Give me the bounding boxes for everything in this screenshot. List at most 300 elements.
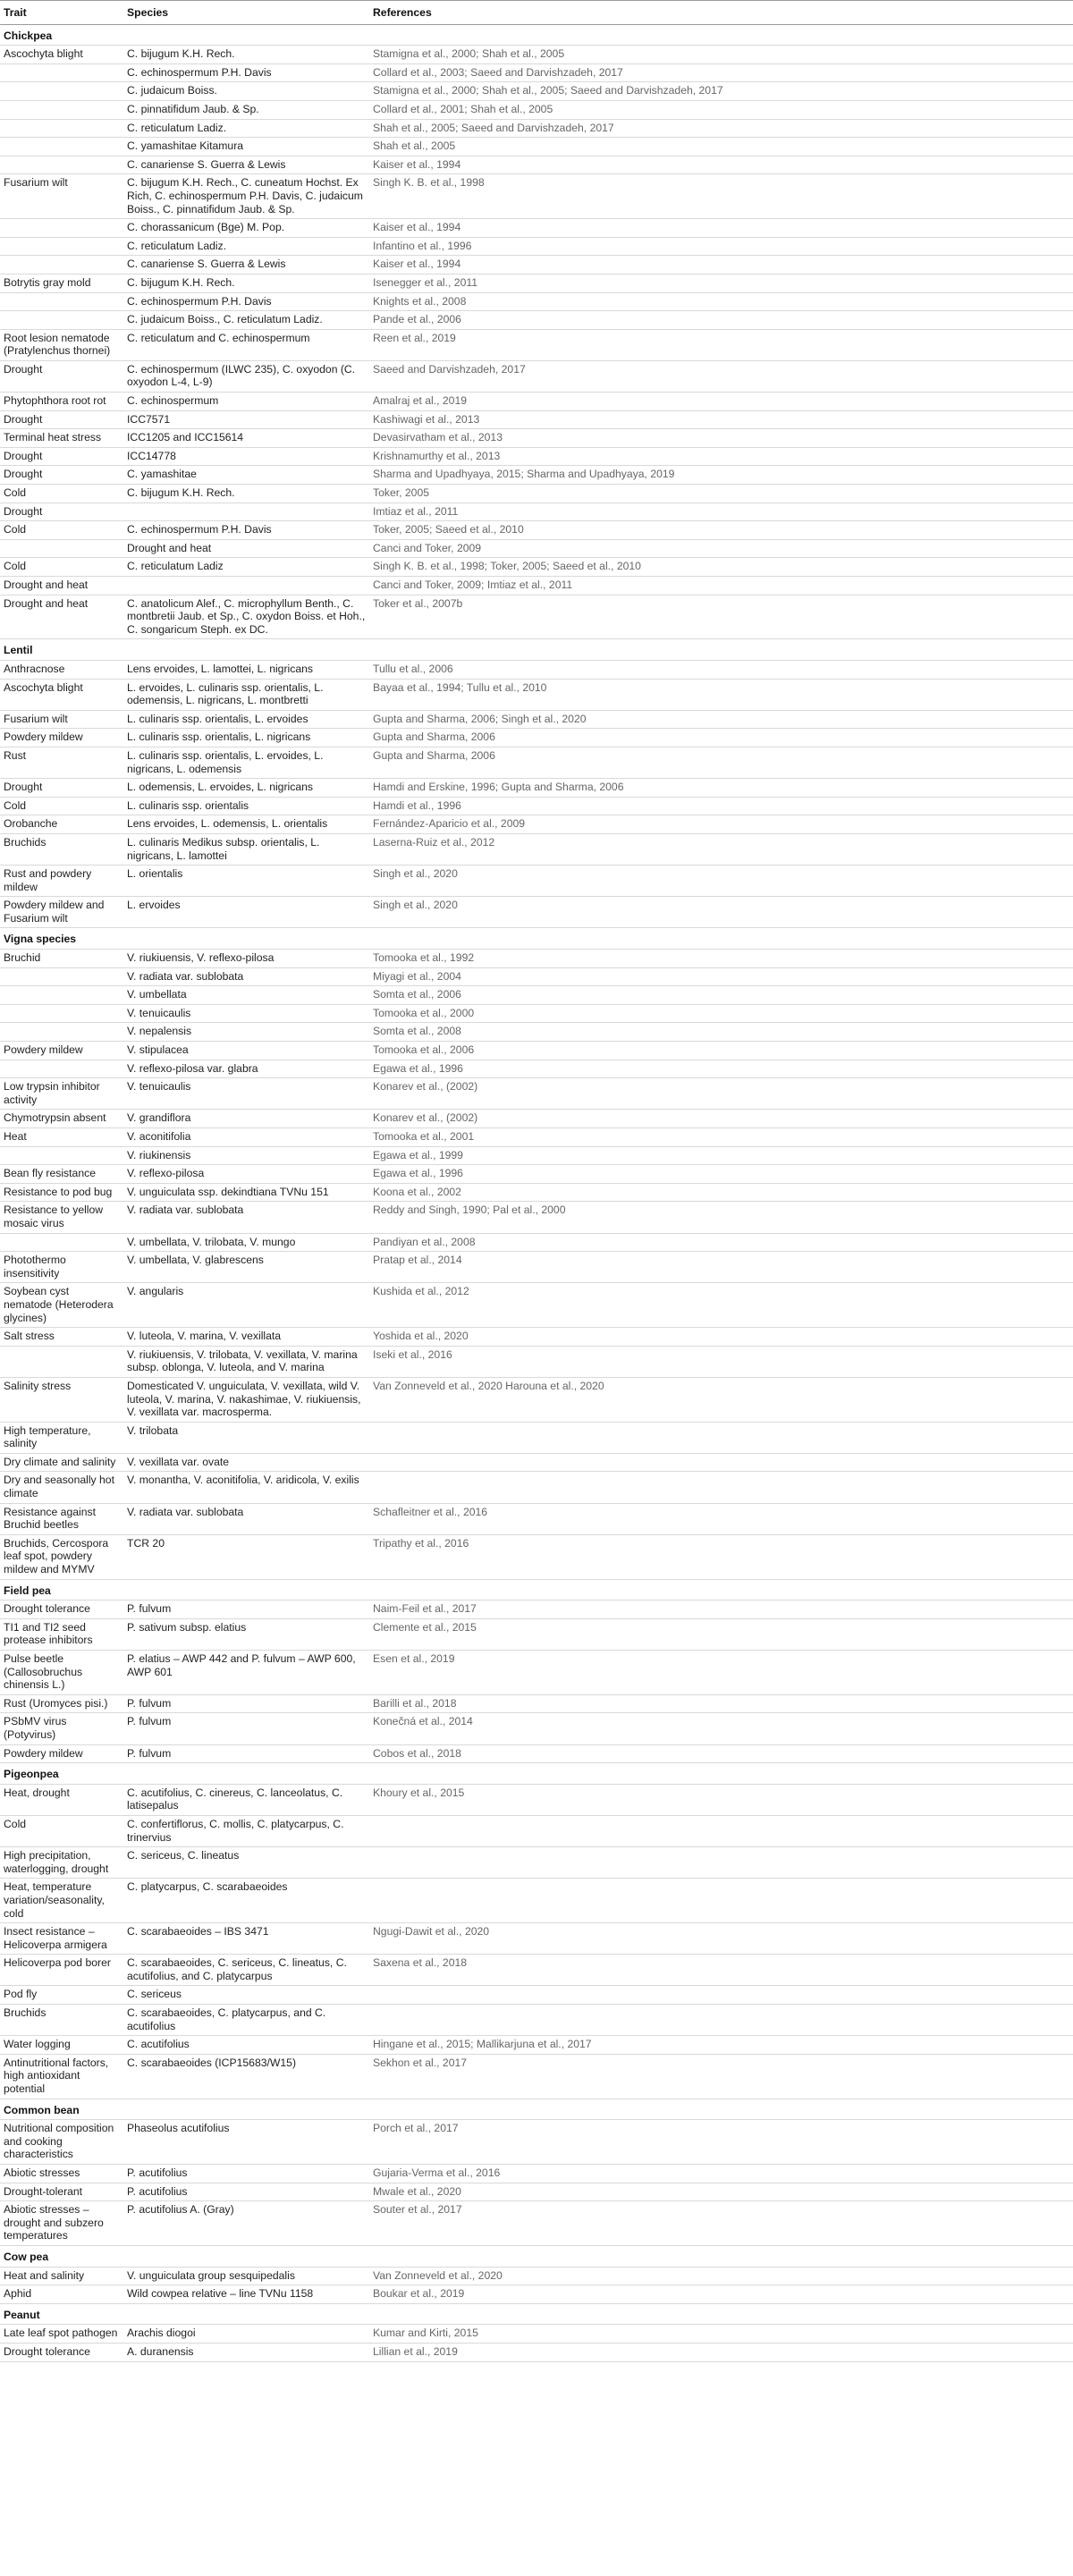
trait-cell: Rust (Uromyces pisi.) (0, 1694, 123, 1713)
reference-cell: Collard et al., 2001; Shah et al., 2005 (369, 100, 1073, 119)
species-cell: L. culinaris ssp. orientalis, L. nigricans (123, 729, 369, 747)
trait-cell: Drought (0, 466, 123, 485)
reference-cell: Ngugi-Dawit et al., 2020 (369, 1923, 1073, 1955)
table-row (0, 1986, 1073, 2005)
reference-cell: Kumar and Kirti, 2015 (369, 2325, 1073, 2344)
species-cell: C. scarabaeoides, C. platycarpus, and C. acutifolius (123, 2005, 369, 2036)
trait-cell: TI1 and TI2 seed protease inhibitors (0, 1618, 123, 1650)
species-cell: C. echinospermum P.H. Davis (123, 292, 369, 311)
reference-cell: Tullu et al., 2006 (369, 660, 1073, 679)
trait-cell: Drought and heat (0, 595, 123, 639)
reference-cell (369, 1986, 1073, 2005)
table-row (0, 747, 1073, 778)
trait-cell: High temperature, salinity (0, 1422, 123, 1453)
table-row (0, 986, 1073, 1005)
reference-cell: Pandiyan et al., 2008 (369, 1233, 1073, 1252)
species-cell: V. vexillata var. ovate (123, 1453, 369, 1472)
reference-cell: Sekhon et al., 2017 (369, 2054, 1073, 2099)
trait-cell: Ascochyta blight (0, 679, 123, 710)
trait-cell: Rust (0, 747, 123, 778)
reference-cell: Cobos et al., 2018 (369, 1744, 1073, 1763)
table-header (0, 1, 1073, 25)
header-trait: Trait (0, 1, 123, 25)
table-row (0, 2201, 1073, 2246)
trait-cell: Resistance against Bruchid beetles (0, 1503, 123, 1534)
reference-cell: Konečná et al., 2014 (369, 1713, 1073, 1744)
reference-cell: Devasirvatham et al., 2013 (369, 429, 1073, 448)
species-cell: V. luteola, V. marina, V. vexillata (123, 1328, 369, 1347)
reference-cell: Saxena et al., 2018 (369, 1955, 1073, 1986)
trait-cell: Water logging (0, 2036, 123, 2055)
reference-cell: Hamdi and Erskine, 1996; Gupta and Sharma, 2006 (369, 779, 1073, 798)
section-row (0, 639, 1073, 661)
section-title: Common bean (0, 2099, 1073, 2120)
species-cell: V. tenuicaulis (123, 1078, 369, 1110)
table-row (0, 1422, 1073, 1453)
trait-cell: Salinity stress (0, 1377, 123, 1422)
table-row (0, 138, 1073, 156)
species-cell: C. chorassanicum (Bge) M. Pop. (123, 219, 369, 238)
table-row (0, 485, 1073, 503)
table-row (0, 679, 1073, 710)
trait-cell: Dry climate and salinity (0, 1453, 123, 1472)
species-cell: V. riukiuensis, V. trilobata, V. vexillata, V. marina subsp. oblonga, V. luteola, and V. marina (123, 1346, 369, 1377)
species-cell: V. reflexo-pilosa var. glabra (123, 1060, 369, 1078)
trait-cell: Orobanche (0, 815, 123, 834)
species-cell: L. culinaris ssp. orientalis, L. ervoides (123, 710, 369, 729)
species-cell: C. reticulatum Ladiz (123, 558, 369, 577)
trait-cell: Powdery mildew (0, 729, 123, 747)
species-cell: V. trilobata (123, 1422, 369, 1453)
table-body (0, 24, 1073, 2361)
species-cell: V. unguiculata ssp. dekindtiana TVNu 151 (123, 1183, 369, 1202)
species-cell: L. orientalis (123, 866, 369, 897)
trait-cell: Anthracnose (0, 660, 123, 679)
reference-cell: Somta et al., 2006 (369, 986, 1073, 1005)
table-row (0, 329, 1073, 360)
species-cell: V. stipulacea (123, 1042, 369, 1060)
table-row (0, 797, 1073, 815)
table-row (0, 360, 1073, 392)
reference-cell: Tripathy et al., 2016 (369, 1534, 1073, 1579)
table-row (0, 1744, 1073, 1763)
reference-cell: Infantino et al., 1996 (369, 237, 1073, 256)
table-row (0, 1023, 1073, 1042)
reference-cell: Toker, 2005 (369, 485, 1073, 503)
species-cell: L. odemensis, L. ervoides, L. nigricans (123, 779, 369, 798)
trait-cell: Resistance to yellow mosaic virus (0, 1202, 123, 1233)
trait-cell (0, 1233, 123, 1252)
trait-cell: Cold (0, 1815, 123, 1846)
trait-cell: Powdery mildew (0, 1042, 123, 1060)
reference-cell: Tomooka et al., 2006 (369, 1042, 1073, 1060)
trait-cell: Photothermo insensitivity (0, 1252, 123, 1283)
reference-cell: Naim-Feil et al., 2017 (369, 1600, 1073, 1619)
species-cell: V. monantha, V. aconitifolia, V. aridicola, V. exilis (123, 1472, 369, 1503)
species-cell: L. culinaris ssp. orientalis, L. ervoides, L. nigricans, L. odemensis (123, 747, 369, 778)
reference-cell: Gujaria-Verma et al., 2016 (369, 2165, 1073, 2183)
section-title: Pigeonpea (0, 1763, 1073, 1785)
species-cell (123, 577, 369, 595)
header-species: Species (123, 1, 369, 25)
reference-cell: Egawa et al., 1996 (369, 1165, 1073, 1184)
trait-cell (0, 237, 123, 256)
reference-cell: Egawa et al., 1996 (369, 1060, 1073, 1078)
reference-cell: Singh et al., 2020 (369, 866, 1073, 897)
header-row (0, 1, 1073, 25)
trait-cell: Drought (0, 410, 123, 429)
reference-cell: Porch et al., 2017 (369, 2120, 1073, 2165)
trait-cell: PSbMV virus (Potyvirus) (0, 1713, 123, 1744)
reference-cell: Kaiser et al., 1994 (369, 219, 1073, 238)
reference-cell (369, 1453, 1073, 1472)
species-cell: Phaseolus acutifolius (123, 2120, 369, 2165)
reference-cell: Tomooka et al., 2000 (369, 1004, 1073, 1023)
section-row (0, 2245, 1073, 2267)
species-cell: C. acutifolius (123, 2036, 369, 2055)
trait-cell (0, 311, 123, 330)
species-cell: C. scarabaeoides – IBS 3471 (123, 1923, 369, 1955)
reference-cell: Pande et al., 2006 (369, 311, 1073, 330)
section-row (0, 1763, 1073, 1785)
table-row (0, 595, 1073, 639)
table-row (0, 779, 1073, 798)
trait-cell (0, 256, 123, 274)
reference-cell: Isenegger et al., 2011 (369, 274, 1073, 292)
species-cell: C. scarabaeoides, C. sericeus, C. lineatus, C. acutifolius, and C. platycarpus (123, 1955, 369, 1986)
reference-cell: Gupta and Sharma, 2006 (369, 747, 1073, 778)
reference-cell (369, 1847, 1073, 1879)
species-cell: C. sericeus, C. lineatus (123, 1847, 369, 1879)
reference-cell: Clemente et al., 2015 (369, 1618, 1073, 1650)
reference-cell: Miyagi et al., 2004 (369, 967, 1073, 986)
trait-cell (0, 292, 123, 311)
species-cell: C. echinospermum (ILWC 235), C. oxyodon (C. oxyodon L-4, L-9) (123, 360, 369, 392)
species-cell: C. yamashitae (123, 466, 369, 485)
section-title: Cow pea (0, 2245, 1073, 2267)
trait-cell: Drought-tolerant (0, 2183, 123, 2201)
species-cell: C. bijugum K.H. Rech., C. cuneatum Hochst. Ex Rich, C. echinospermum P.H. Davis, C. judaicum Boiss., C. pinnatifidum Jaub. & Sp. (123, 174, 369, 219)
reference-cell: Imtiaz et al., 2011 (369, 503, 1073, 521)
reference-cell: Stamigna et al., 2000; Shah et al., 2005; Saeed and Darvishzadeh, 2017 (369, 82, 1073, 101)
table-row (0, 866, 1073, 897)
trait-cell: Bruchids (0, 833, 123, 865)
species-cell: V. radiata var. sublobata (123, 1202, 369, 1233)
trait-cell: Heat and salinity (0, 2267, 123, 2285)
table-row (0, 558, 1073, 577)
table-row (0, 2325, 1073, 2344)
trait-cell: Antinutritional factors, high antioxidant potential (0, 2054, 123, 2099)
species-cell: C. bijugum K.H. Rech. (123, 46, 369, 64)
species-cell: V. reflexo-pilosa (123, 1165, 369, 1184)
species-cell: ICC7571 (123, 410, 369, 429)
table-row (0, 174, 1073, 219)
table-row (0, 466, 1073, 485)
species-cell: P. fulvum (123, 1713, 369, 1744)
trait-cell (0, 82, 123, 101)
species-cell: C. platycarpus, C. scarabaeoides (123, 1879, 369, 1923)
table-row (0, 1472, 1073, 1503)
reference-cell (369, 1422, 1073, 1453)
species-cell: C. echinospermum (123, 393, 369, 411)
species-cell: V. umbellata (123, 986, 369, 1005)
reference-cell: Hingane et al., 2015; Mallikarjuna et al., 2017 (369, 2036, 1073, 2055)
table-row (0, 1784, 1073, 1815)
table-row (0, 1713, 1073, 1744)
trait-cell (0, 119, 123, 138)
trait-cell: Rust and powdery mildew (0, 866, 123, 897)
reference-cell: Stamigna et al., 2000; Shah et al., 2005 (369, 46, 1073, 64)
trait-cell: Cold (0, 521, 123, 540)
species-cell: V. nepalensis (123, 1023, 369, 1042)
species-cell: V. riukiuensis, V. reflexo-pilosa (123, 950, 369, 968)
section-row (0, 2099, 1073, 2120)
trait-cell: Botrytis gray mold (0, 274, 123, 292)
trait-cell: High precipitation, waterlogging, drought (0, 1847, 123, 1879)
species-cell: C. sericeus (123, 1986, 369, 2005)
header-references: References (369, 1, 1073, 25)
trait-cell (0, 967, 123, 986)
trait-cell: Phytophthora root rot (0, 393, 123, 411)
species-cell: C. anatolicum Alef., C. microphyllum Benth., C. montbretii Jaub. et Sp., C. oxydon Boiss. et Hoh., C. songaricum Steph. ex DC. (123, 595, 369, 639)
reference-cell: Gupta and Sharma, 2006; Singh et al., 2020 (369, 710, 1073, 729)
table-row (0, 1233, 1073, 1252)
reference-cell: Singh K. B. et al., 1998 (369, 174, 1073, 219)
trait-cell: Drought (0, 447, 123, 466)
reference-cell: Canci and Toker, 2009; Imtiaz et al., 2011 (369, 577, 1073, 595)
table-row (0, 2183, 1073, 2201)
species-cell: C. judaicum Boiss., C. reticulatum Ladiz. (123, 311, 369, 330)
reference-cell: Amalraj et al., 2019 (369, 393, 1073, 411)
species-cell: C. bijugum K.H. Rech. (123, 485, 369, 503)
table-row (0, 1847, 1073, 1879)
species-cell: P. fulvum (123, 1744, 369, 1763)
table-row (0, 1694, 1073, 1713)
trait-cell: Drought (0, 779, 123, 798)
trait-cell: Drought (0, 360, 123, 392)
trait-cell: Fusarium wilt (0, 174, 123, 219)
reference-cell: Yoshida et al., 2020 (369, 1328, 1073, 1347)
species-cell: V. umbellata, V. trilobata, V. mungo (123, 1233, 369, 1252)
trait-cell: Cold (0, 558, 123, 577)
table-row (0, 539, 1073, 558)
section-title: Vigna species (0, 928, 1073, 950)
table-row (0, 521, 1073, 540)
table-row (0, 1453, 1073, 1472)
reference-cell: Somta et al., 2008 (369, 1023, 1073, 1042)
table-row (0, 256, 1073, 274)
table-row (0, 1503, 1073, 1534)
reference-cell: Toker et al., 2007b (369, 595, 1073, 639)
trait-cell: Bean fly resistance (0, 1165, 123, 1184)
reference-cell: Schafleitner et al., 2016 (369, 1503, 1073, 1534)
reference-cell: Khoury et al., 2015 (369, 1784, 1073, 1815)
trait-cell: Drought and heat (0, 577, 123, 595)
trait-cell: Soybean cyst nematode (Heterodera glycines) (0, 1283, 123, 1328)
table-row (0, 2267, 1073, 2285)
table-row (0, 393, 1073, 411)
table-row (0, 311, 1073, 330)
reference-cell: Pratap et al., 2014 (369, 1252, 1073, 1283)
reference-cell (369, 1879, 1073, 1923)
trait-cell: Pod fly (0, 1986, 123, 2005)
species-cell: L. culinaris Medikus subsp. orientalis, L. nigricans, L. lamottei (123, 833, 369, 865)
species-cell: C. pinnatifidum Jaub. & Sp. (123, 100, 369, 119)
reference-cell: Saeed and Darvishzadeh, 2017 (369, 360, 1073, 392)
trait-cell: Helicoverpa pod borer (0, 1955, 123, 1986)
reference-cell: Gupta and Sharma, 2006 (369, 729, 1073, 747)
reference-cell: Van Zonneveld et al., 2020 Harouna et al., 2020 (369, 1377, 1073, 1422)
species-cell: A. duranensis (123, 2343, 369, 2361)
table-row (0, 237, 1073, 256)
trait-cell: Drought tolerance (0, 1600, 123, 1619)
reference-cell: Reddy and Singh, 1990; Pal et al., 2000 (369, 1202, 1073, 1233)
reference-cell: Shah et al., 2005 (369, 138, 1073, 156)
species-cell: Arachis diogoi (123, 2325, 369, 2344)
species-cell: C. bijugum K.H. Rech. (123, 274, 369, 292)
species-cell: V. unguiculata group sesquipedalis (123, 2267, 369, 2285)
table-row (0, 2036, 1073, 2055)
reference-cell (369, 2005, 1073, 2036)
reference-cell: Sharma and Upadhyaya, 2015; Sharma and Upadhyaya, 2019 (369, 466, 1073, 485)
table-row (0, 1955, 1073, 1986)
table-row (0, 660, 1073, 679)
species-cell: P. acutifolius A. (Gray) (123, 2201, 369, 2246)
trait-cell (0, 219, 123, 238)
reference-cell: Laserna-Ruiz et al., 2012 (369, 833, 1073, 865)
species-cell: C. canariense S. Guerra & Lewis (123, 156, 369, 174)
trait-cell: Chymotrypsin absent (0, 1110, 123, 1128)
reference-cell: Kaiser et al., 1994 (369, 156, 1073, 174)
reference-cell: Koona et al., 2002 (369, 1183, 1073, 1202)
species-cell: C. reticulatum and C. echinospermum (123, 329, 369, 360)
species-cell: L. culinaris ssp. orientalis (123, 797, 369, 815)
species-cell: V. radiata var. sublobata (123, 967, 369, 986)
species-cell: L. ervoides (123, 897, 369, 928)
species-cell: Lens ervoides, L. lamottei, L. nigricans (123, 660, 369, 679)
table-row (0, 1004, 1073, 1023)
reference-cell: Knights et al., 2008 (369, 292, 1073, 311)
reference-cell: Konarev et al., (2002) (369, 1110, 1073, 1128)
table-row (0, 815, 1073, 834)
species-cell: C. yamashitae Kitamura (123, 138, 369, 156)
trait-cell: Dry and seasonally hot climate (0, 1472, 123, 1503)
table-row (0, 1042, 1073, 1060)
section-title: Chickpea (0, 24, 1073, 46)
table-row (0, 950, 1073, 968)
reference-cell: Shah et al., 2005; Saeed and Darvishzadeh, 2017 (369, 119, 1073, 138)
trait-cell: Powdery mildew and Fusarium wilt (0, 897, 123, 928)
trait-cell: Ascochyta blight (0, 46, 123, 64)
reference-cell: Lillian et al., 2019 (369, 2343, 1073, 2361)
table-row (0, 1618, 1073, 1650)
species-cell: P. elatius – AWP 442 and P. fulvum – AWP 600, AWP 601 (123, 1651, 369, 1695)
reference-cell: Tomooka et al., 1992 (369, 950, 1073, 968)
trait-cell: Cold (0, 485, 123, 503)
trait-cell: Salt stress (0, 1328, 123, 1347)
table-row (0, 100, 1073, 119)
trait-cell: Aphid (0, 2285, 123, 2304)
trait-cell (0, 1060, 123, 1078)
table-row (0, 292, 1073, 311)
table-row (0, 1815, 1073, 1846)
species-cell: V. grandiflora (123, 1110, 369, 1128)
table-row (0, 2165, 1073, 2183)
trait-cell: Abiotic stresses (0, 2165, 123, 2183)
reference-cell (369, 1815, 1073, 1846)
trait-cell: Bruchid (0, 950, 123, 968)
species-cell: ICC1205 and ICC15614 (123, 429, 369, 448)
table-row (0, 1252, 1073, 1283)
table-row (0, 1060, 1073, 1078)
section-title: Field pea (0, 1579, 1073, 1600)
trait-cell: Powdery mildew (0, 1744, 123, 1763)
reference-cell: Esen et al., 2019 (369, 1651, 1073, 1695)
species-cell: C. echinospermum P.H. Davis (123, 63, 369, 82)
species-cell: C. reticulatum Ladiz. (123, 237, 369, 256)
species-cell: V. aconitifolia (123, 1128, 369, 1147)
species-cell: P. fulvum (123, 1694, 369, 1713)
species-cell: C. scarabaeoides (ICP15683/W15) (123, 2054, 369, 2099)
section-row (0, 1579, 1073, 1600)
species-cell: C. canariense S. Guerra & Lewis (123, 256, 369, 274)
reference-cell: Konarev et al., (2002) (369, 1078, 1073, 1110)
species-cell: C. acutifolius, C. cinereus, C. lanceolatus, C. latisepalus (123, 1784, 369, 1815)
table-row (0, 1879, 1073, 1923)
reference-cell: Kashiwagi et al., 2013 (369, 410, 1073, 429)
reference-cell: Boukar et al., 2019 (369, 2285, 1073, 2304)
table-row (0, 1078, 1073, 1110)
species-cell: C. confertiflorus, C. mollis, C. platycarpus, C. trinervius (123, 1815, 369, 1846)
trait-cell (0, 1346, 123, 1377)
table-row (0, 967, 1073, 986)
section-row (0, 928, 1073, 950)
table-row (0, 1202, 1073, 1233)
table-row (0, 1128, 1073, 1147)
reference-cell (369, 1472, 1073, 1503)
trait-cell: Low trypsin inhibitor activity (0, 1078, 123, 1110)
trait-cell (0, 63, 123, 82)
trait-cell: Heat, temperature variation/seasonality, cold (0, 1879, 123, 1923)
species-cell: L. ervoides, L. culinaris ssp. orientalis, L. odemensis, L. nigricans, L. montbretti (123, 679, 369, 710)
table-row (0, 2285, 1073, 2304)
table-row (0, 63, 1073, 82)
trait-cell: Drought tolerance (0, 2343, 123, 2361)
reference-cell: Singh et al., 2020 (369, 897, 1073, 928)
species-cell: C. reticulatum Ladiz. (123, 119, 369, 138)
trait-cell (0, 100, 123, 119)
species-cell: P. sativum subsp. elatius (123, 1618, 369, 1650)
trait-cell (0, 986, 123, 1005)
trait-cell: Heat (0, 1128, 123, 1147)
reference-cell: Collard et al., 2003; Saeed and Darvishzadeh, 2017 (369, 63, 1073, 82)
table-row (0, 577, 1073, 595)
reference-cell: Iseki et al., 2016 (369, 1346, 1073, 1377)
table-row (0, 710, 1073, 729)
species-cell: Lens ervoides, L. odemensis, L. orientalis (123, 815, 369, 834)
reference-cell: Kushida et al., 2012 (369, 1283, 1073, 1328)
trait-cell: Heat, drought (0, 1784, 123, 1815)
table-row (0, 833, 1073, 865)
table-row (0, 156, 1073, 174)
table-row (0, 897, 1073, 928)
trait-cell (0, 1004, 123, 1023)
trait-cell: Abiotic stresses – drought and subzero temperatures (0, 2201, 123, 2246)
reference-cell: Van Zonneveld et al., 2020 (369, 2267, 1073, 2285)
reference-cell: Tomooka et al., 2001 (369, 1128, 1073, 1147)
species-cell (123, 503, 369, 521)
table-row (0, 1110, 1073, 1128)
